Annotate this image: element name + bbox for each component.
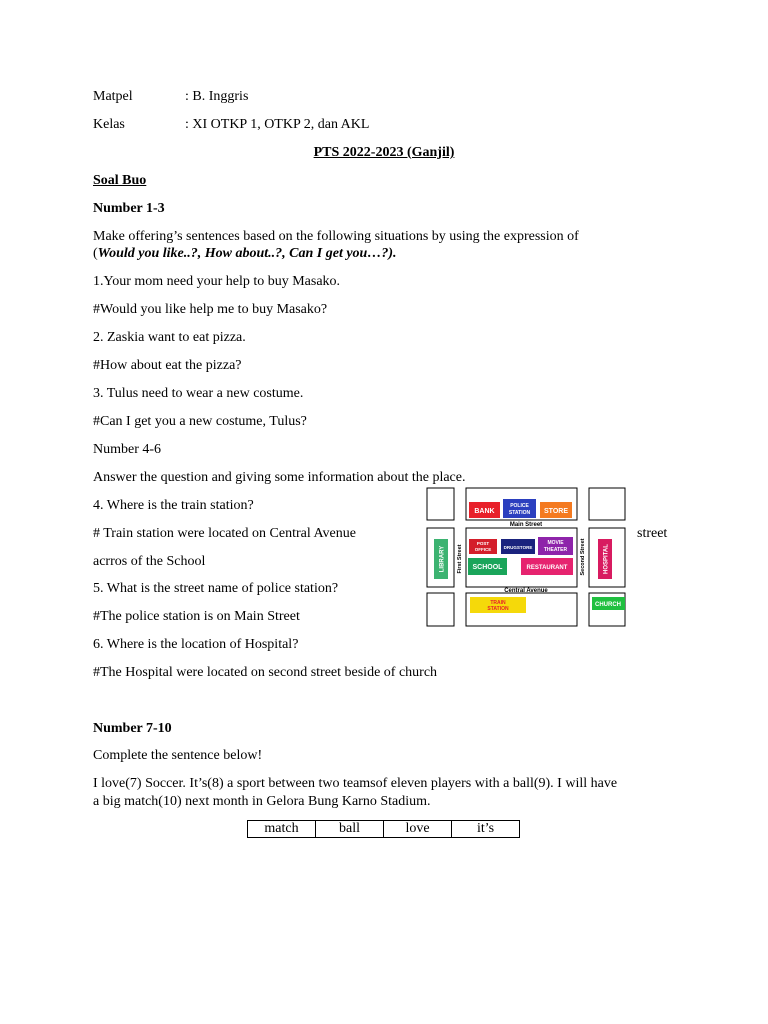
word-bank-cell: ball bbox=[316, 821, 384, 838]
map-second-street: Second Street bbox=[580, 538, 586, 576]
map-main-street: Main Street bbox=[509, 522, 543, 528]
part1-instruction-line1: Make offering’s sentences based on the following situations by using the expression of bbox=[93, 229, 579, 244]
town-map bbox=[426, 487, 626, 627]
paren-open: ( bbox=[93, 246, 98, 261]
map-first-street: First Street bbox=[457, 544, 463, 574]
part3-heading: Number 7-10 bbox=[93, 721, 172, 736]
map-movie-label-2: THEATER bbox=[543, 547, 568, 553]
map-movie-label-1: MOVIE bbox=[547, 540, 564, 546]
question-5: 5. What is the street name of police station? bbox=[93, 581, 339, 596]
part1-instruction-line2 bbox=[93, 245, 397, 263]
section-title: Soal Buo bbox=[93, 173, 147, 188]
word-bank-table bbox=[247, 820, 520, 838]
map-church-label: CHURCH bbox=[595, 602, 621, 608]
part3-instruction: Complete the sentence below! bbox=[93, 748, 263, 763]
answer-1: #Would you like help me to buy Masako? bbox=[93, 302, 328, 317]
question-4: 4. Where is the train station? bbox=[93, 498, 254, 513]
map-drugstore-label: DRUGSTORE bbox=[503, 545, 533, 550]
answer-4-part3: acrros of the School bbox=[93, 554, 206, 569]
answer-4-part1: # Train station were located on Central Avenue bbox=[93, 526, 356, 541]
kelas-value: : XI OTKP 1, OTKP 2, dan AKL bbox=[185, 117, 370, 132]
cloze-text-line1: I love(7) Soccer. It’s(8) a sport between two teamsof eleven players with a ball(9). I will have bbox=[93, 776, 618, 791]
town-map-svg bbox=[426, 487, 626, 627]
word-bank-row bbox=[248, 821, 520, 838]
cloze-text-line2: a big match(10) next month in Gelora Bung Karno Stadium. bbox=[93, 794, 431, 809]
answer-4-part2: street bbox=[637, 526, 668, 541]
map-central-avenue: Central Avenue bbox=[504, 588, 548, 594]
map-bank-label: BANK bbox=[474, 508, 495, 515]
map-train-label-1: TRAIN bbox=[490, 600, 506, 606]
map-store-label: STORE bbox=[544, 508, 568, 515]
map-school-label: SCHOOL bbox=[472, 564, 503, 571]
map-police-label-2: STATION bbox=[508, 510, 531, 516]
matpel-value: : B. Inggris bbox=[185, 89, 249, 104]
map-post-label-1: POST bbox=[476, 541, 490, 546]
map-hospital-label: HOSPITAL bbox=[603, 544, 610, 574]
question-6: 6. Where is the location of Hospital? bbox=[93, 637, 299, 652]
word-bank-cell: love bbox=[384, 821, 452, 838]
answer-2: #How about eat the pizza? bbox=[93, 358, 242, 373]
part2-instruction: Answer the question and giving some information about the place. bbox=[93, 470, 466, 485]
expression-list: Would you like..?, How about..?, Can I get you…?). bbox=[97, 246, 397, 261]
answer-3: #Can I get you a new costume, Tulus? bbox=[93, 414, 307, 429]
map-train-label-2: STATION bbox=[487, 606, 509, 612]
part1-heading: Number 1-3 bbox=[93, 201, 165, 216]
kelas-label: Kelas bbox=[93, 117, 125, 132]
map-police-label-1: POLICE bbox=[510, 503, 529, 509]
map-library-label: LIBRARY bbox=[439, 545, 446, 573]
question-1: 1.Your mom need your help to buy Masako. bbox=[93, 274, 341, 289]
part2-heading: Number 4-6 bbox=[93, 442, 162, 457]
map-restaurant-label: RESTAURANT bbox=[526, 565, 568, 571]
matpel-label: Matpel bbox=[93, 89, 133, 104]
map-post-label-2: OFFICE bbox=[474, 547, 492, 552]
word-bank-cell: it’s bbox=[452, 821, 520, 838]
question-3: 3. Tulus need to wear a new costume. bbox=[93, 386, 304, 401]
answer-5: #The police station is on Main Street bbox=[93, 609, 300, 624]
question-2: 2. Zaskia want to eat pizza. bbox=[93, 330, 246, 345]
word-bank-cell: match bbox=[248, 821, 316, 838]
exam-title: PTS 2022-2023 (Ganjil) bbox=[313, 145, 455, 160]
answer-6: #The Hospital were located on second street beside of church bbox=[93, 665, 438, 680]
